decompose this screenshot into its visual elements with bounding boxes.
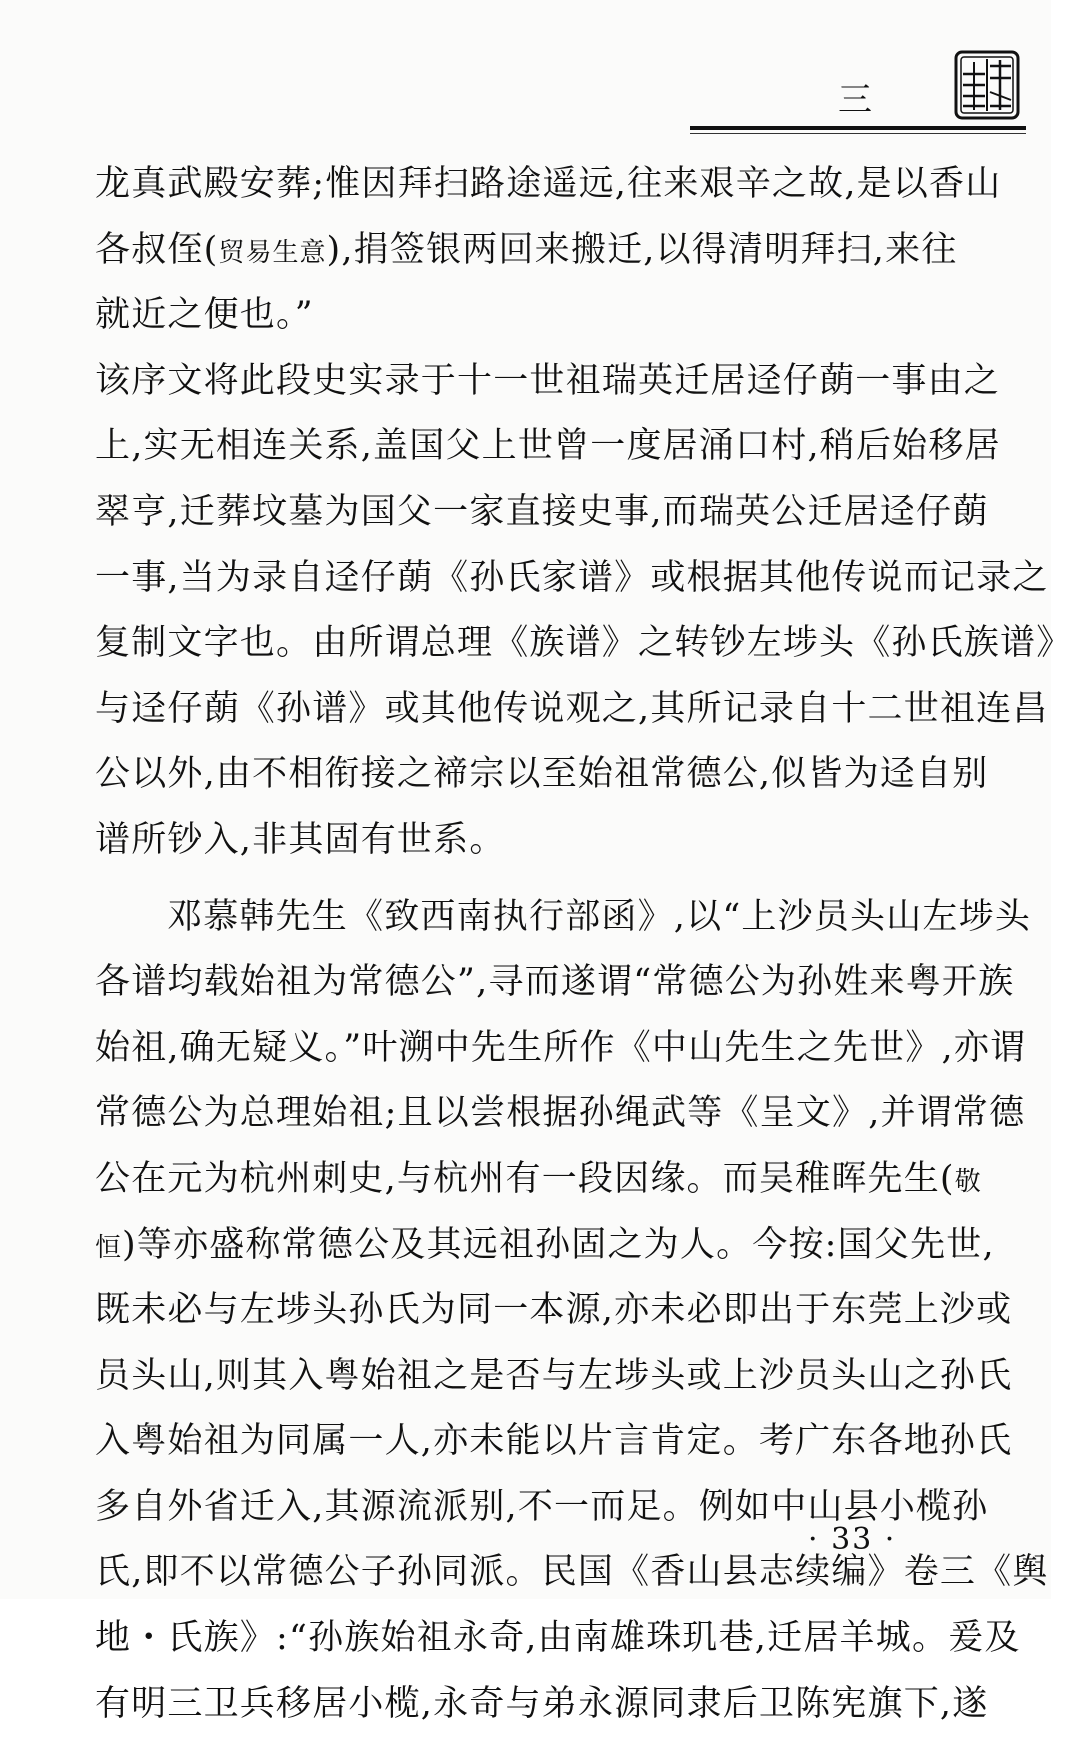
text-run: 就近之便也。” [95, 295, 314, 336]
text-run: 龙真武殿安葬;惟因拜扫路途遥远,往来艰辛之故,是以香山 [95, 164, 1002, 204]
text-run: 上,实无相连关系,盖国父上世曾一度居涌口村,稍后始移居 [95, 426, 1001, 467]
body-line [95, 950, 1015, 1016]
body-line [95, 611, 1072, 677]
body-text [95, 152, 1072, 1737]
text-run: 一事,当为录自迳仔蓢《孙氏家谱》或根据其他传说而记录之 [95, 557, 1049, 598]
body-line [95, 546, 1049, 612]
text-run: 公在元为杭州刺史,与杭州有一段因缘。而吴稚晖先生( [95, 1158, 955, 1199]
text-run: 员头山,则其入粤始祖之是否与左埗头或上沙员头山之孙氏 [95, 1355, 1013, 1396]
body-line [95, 218, 958, 284]
text-run: 翠亨,迁葬坟墓为国父一家直接史事,而瑞英公迁居迳仔蓢 [95, 491, 989, 532]
header-rule-thin [690, 133, 1026, 134]
seal-stamp-icon [954, 50, 1020, 120]
body-line [95, 1016, 1027, 1082]
body-line [95, 1540, 1049, 1606]
body-line [95, 1081, 1026, 1147]
text-run: 复制文字也。由所谓总理《族谱》之转钞左埗头《孙氏族谱》 [95, 623, 1072, 664]
body-line [95, 1606, 1021, 1672]
body-line [95, 1213, 995, 1279]
annotation-small: 贸易生意 [218, 237, 327, 268]
text-run: 常德公为总理始祖;且以尝根据孙绳武等《呈文》,并谓常德 [95, 1093, 1026, 1134]
text-run: 邓慕韩先生《致西南执行部函》,以“上沙员头山左埗头 [167, 896, 1032, 937]
body-line [95, 283, 925, 349]
body-line [95, 152, 1002, 218]
body-line [95, 677, 1049, 743]
body-line [95, 1278, 1013, 1344]
text-run: 始祖,确无疑义。”叶溯中先生所作《中山先生之先世》,亦谓 [95, 1027, 1027, 1068]
text-run: 入粤始祖为同属一人,亦未能以片言肯定。考广东各地孙氏 [95, 1421, 1013, 1462]
body-line [95, 1475, 989, 1541]
body-line [95, 1344, 1013, 1410]
text-run: 与迳仔蓢《孙谱》或其他传说观之,其所记录自十二世祖连昌 [95, 688, 1049, 729]
annotation-small: 敬 [954, 1166, 982, 1197]
body-line [95, 808, 925, 874]
body-line [95, 414, 1001, 480]
body-line [95, 742, 989, 808]
text-run: ),捐签银两回来搬迁,以得清明拜扫,来往 [326, 229, 958, 270]
header-rule [690, 126, 1026, 130]
paragraph-start-line [95, 885, 1032, 951]
text-run: 谱所钞入,非其固有世系。 [95, 819, 506, 860]
text-run: )等亦盛称常德公及其远祖孙固之为人。今按:国父先世, [122, 1224, 995, 1265]
body-line [95, 1147, 982, 1213]
text-run: 有明三卫兵移居小榄,永奇与弟永源同隶后卫陈宪旗下,遂 [95, 1683, 989, 1724]
body-line [95, 349, 1001, 415]
body-line [95, 1409, 1013, 1475]
text-run: 公以外,由不相衔接之褅宗以至始祖常德公,似皆为迳自别 [95, 754, 989, 795]
text-run: 既未必与左埗头孙氏为同一本源,亦未必即出于东莞上沙或 [95, 1290, 1013, 1331]
text-run: 各谱均载始祖为常德公”,寻而遂谓“常德公为孙姓来粤开族 [95, 962, 1015, 1003]
text-run: 地・氏族》:“孙族始祖永奇,由南雄珠玑巷,迁居羊城。爰及 [95, 1618, 1021, 1659]
chapter-numeral: 三 [838, 80, 874, 120]
body-line [95, 480, 989, 546]
text-run: 该序文将此段史实录于十一世祖瑞英迁居迳仔蓢一事由之 [95, 360, 1001, 401]
page-number: · 33 · [808, 1522, 897, 1557]
text-run: 氏,即不以常德公子孙同派。民国《香山县志续编》卷三《舆 [95, 1552, 1049, 1593]
text-run: 各叔侄( [95, 229, 219, 270]
body-line [95, 1672, 989, 1737]
text-run: 多自外省迁入,其源流派别,不一而足。例如中山县小榄孙 [95, 1486, 989, 1527]
annotation-small: 恒 [95, 1232, 123, 1263]
